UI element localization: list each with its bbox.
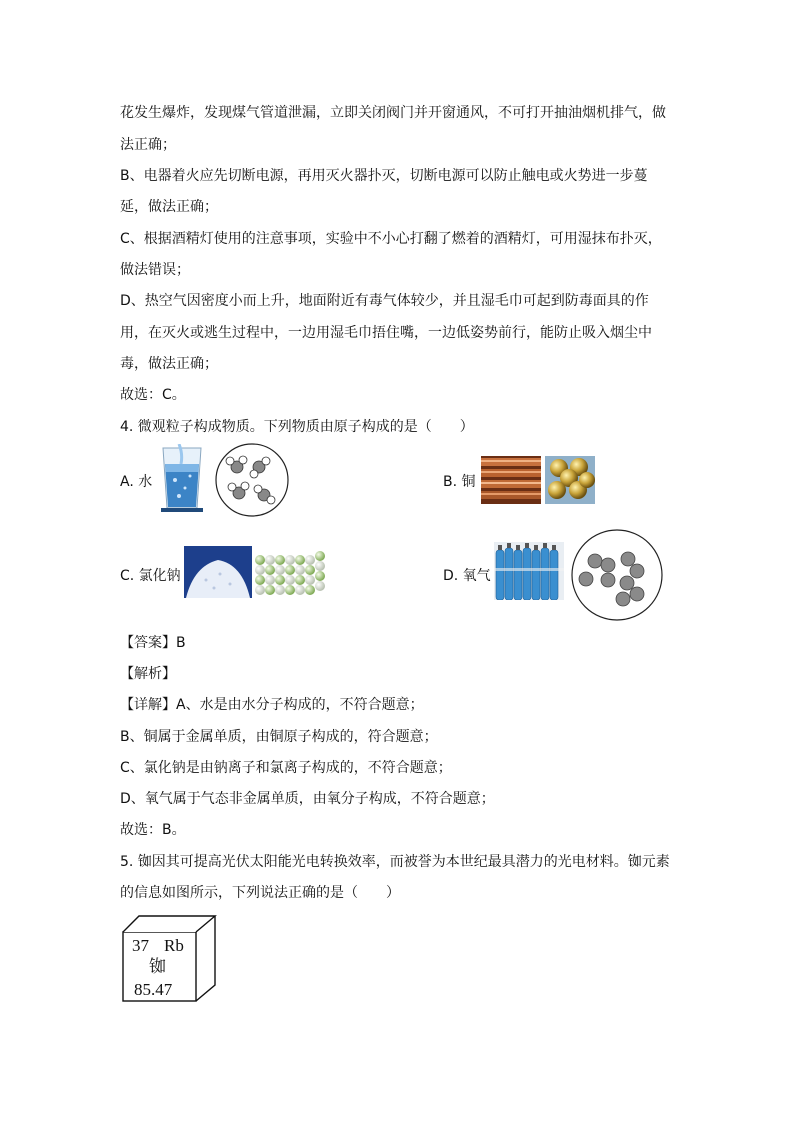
atomic-number: 37 [132,936,149,955]
copper-atoms-model [545,456,595,504]
text-line: 法正确； [120,137,176,153]
element-info-box [120,912,220,1004]
answer-label: 【答案】B [120,635,186,651]
oxygen-cylinders-image [494,542,564,600]
text-line: C、氯化钠是由钠离子和氯离子构成的，不符合题意； [120,760,452,776]
oxygen-molecule-diagram [570,528,664,622]
analysis-heading: 【解析】 [120,666,176,682]
text-line: 故选：B。 [120,822,186,838]
water-molecule-diagram [214,442,290,518]
text-line: 【详解】A、水是由水分子构成的，不符合题意； [120,697,424,713]
text-line: D、热空气因密度小而上升，地面附近有毒气体较少，并且湿毛巾可起到防毒面具的作 [120,293,649,309]
water-glass-image [157,444,207,514]
salt-image [184,546,252,598]
question-5-stem: 5. 铷因其可提高光伏太阳能光电转换效率，而被誉为本世纪最具潜力的光电材料。铷元素 [120,854,670,870]
text-line: 用，在灭火或逃生过程中，一边用湿毛巾捂住嘴，一边低姿势前行，能防止吸入烟尘中 [120,325,652,341]
question-4-stem: 4. 微观粒子构成物质。下列物质由原子构成的是（ ） [120,419,474,435]
option-a-label: A. 水 [120,474,153,490]
text-line: 延，做法正确； [120,199,218,215]
text-line: 毒，做法正确； [120,356,218,372]
text-line: B、铜属于金属单质，由铜原子构成的，符合题意； [120,729,438,745]
option-d-label: D. 氧气 [443,568,491,584]
option-c-label: C. 氯化钠 [120,568,181,584]
text-line: D、氧气属于气态非金属单质，由氧分子构成，不符合题意； [120,791,495,807]
option-b-label: B. 铜 [443,474,476,490]
text-line: 故选：C。 [120,387,186,403]
text-line: 做法错误； [120,262,190,278]
nacl-crystal-model [254,546,328,600]
text-line: 花发生爆炸，发现煤气管道泄漏，立即关闭阀门并开窗通风，不可打开抽油烟机排气，做 [120,105,666,121]
copper-pipes-image [481,456,541,504]
text-line: 的信息如图所示，下列说法正确的是（ ） [120,885,400,901]
atomic-mass: 85.47 [134,980,173,999]
element-name: 铷 [149,957,166,976]
text-line: B、电器着火应先切断电源，再用灭火器扑灭，切断电源可以防止触电或火势进一步蔓 [120,168,648,184]
text-line: C、根据酒精灯使用的注意事项，实验中不小心打翻了燃着的酒精灯，可用湿抹布扑灭， [120,231,662,247]
element-symbol: Rb [164,936,184,955]
